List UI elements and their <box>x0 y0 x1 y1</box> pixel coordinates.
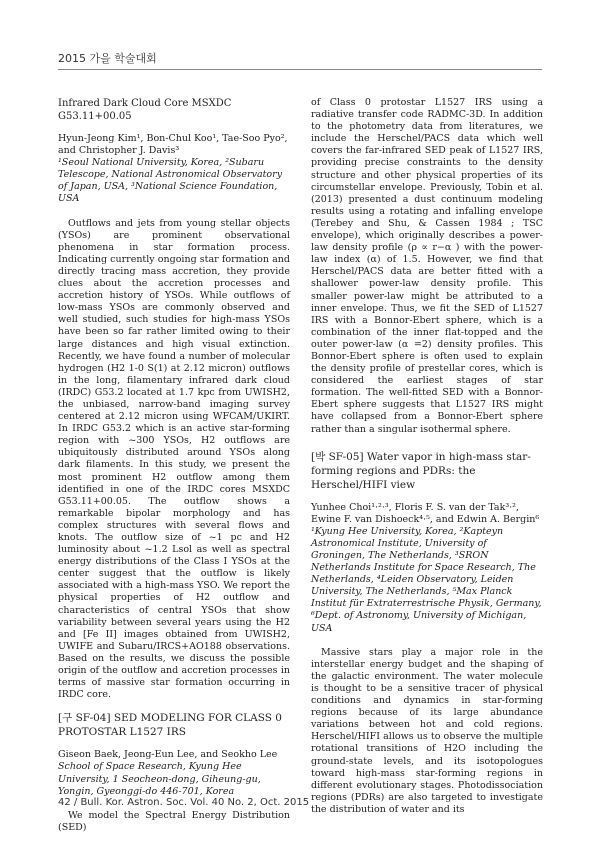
right-column <box>311 97 543 816</box>
abstract-body: Massive stars play a major role in the interstellar energy budget and the shaping of the galactic environment. The water molecule is thought to be a sensitive tracer of physical conditions and dynamics in star-forming regions because of its large abundance variations between hot and cold regions. Herschel/HIFI allows us to observe the multiple rotational transitions of H2O including the ground-state levels, and its isotopologues toward high-mass star-forming regions in different evolutionary stages. Photodissociation regions (PDRs) are also targeted to investigate the distribution of water and its <box>311 646 543 815</box>
abstract-affiliations: ¹Kyung Hee University, Korea, ²Kapteyn Astronomical Institute, University of Groningen, The Netherlands, ³SRON Netherlands Institute for Space Research, The Netherlands, ⁴Leiden Observatory, Leiden University, The Netherlands, ⁵Max Planck Institut für Extraterrestrische Physik, Germany, ⁶Dept. of Astronomy, University of Michigan, USA <box>311 525 542 634</box>
running-header <box>58 40 542 70</box>
header-text: 2015 가을 학술대회 <box>58 52 157 65</box>
abstract-authors: Hyun-Jeong Kim¹, Bon-Chul Koo¹, Tae-Soo Pyo², and Christopher J. Davis³ <box>58 133 288 157</box>
abstract-title: [박 SF-05] Water vapor in high-mass star-forming regions and PDRs: the Herschel/HIFI view <box>311 450 531 491</box>
abstract-body: Outflows and jets from young stellar objects (YSOs) are prominent observational phenomena in star formation process. Indicating currently ongoing star formation and directly tracing mass accretion, they provide clues about the accretion processes and accretion history of YSOs. While outflows of low-mass YSOs are commonly observed and well studied, such studies for high-mass YSOs have been so far rather limited owing to their large distances and high visual extinction. Recently, we have found a number of molecular hydrogen (H2 1-0 S(1) at 2.12 micron) outflows in the long, filamentary infrared dark cloud (IRDC) G53.2 located at 1.7 kpc from UWISH2, the unbiased, narrow-band imaging survey centered at 2.12 micron using WFCAM/UKIRT. In IRDC G53.2 which is an active star-forming region with ~300 YSOs, H2 outflows are ubiquitously distributed around YSOs along dark filaments. In this study, we present the most prominent H2 outflow among them identified in one of the IRDC cores MSXDC G53.11+00.05. The outflow shows a remarkable bipolar morphology and has complex structures with several flows and knots. The outflow size of ~1 pc and H2 luminosity about ~1.2 Lsol as well as spectral energy distributions of the Class I YSOs at the center suggest that the outflow is likely associated with a high-mass YSO. We report the physical properties of H2 outflow and characteristics of central YSOs that show variability between several years using the H2 and [Fe II] images obtained from UWISH2, UWIFE and Subaru/IRCS+AO188 observations. Based on the results, we discuss the possible origin of the outflow and accretion processes in terms of massive star formation occurring in IRDC core. <box>58 217 290 701</box>
page-footer: 42 / Bull. Kor. Astron. Soc. Vol. 40 No. 2, Oct. 2015 <box>58 797 310 808</box>
abstract-body: We model the Spectral Energy Distribution (SED) <box>58 809 290 833</box>
abstract-body-continued: of Class 0 protostar L1527 IRS using a radiative transfer code RADMC-3D. In addition to the photometry data from literatures, we include the Herschel/PACS data which well covers the far-infrared SED peak of L1527 IRS, providing precise constraints to the density structure and other physical properties of its circumstellar envelope. Previously, Tobin et al. (2013) presented a dust continuum modeling results using a rotating and infalling envelope (Terebey and Shu, & Cassen 1984 ; TSC envelope), which originally describes a power-law density profile (ρ ∝ r−α ) with the power-law index (α) of 1.5. However, we find that Herschel/PACS data are better fitted with a shallower power-law density profile. This smaller power-law might be attributed to a inner envelope. Thus, we fit the SED of L1527 IRS with a Bonnor-Ebert sphere, which is a combination of the inner flat-topped and the outer power-law (α =2) density profiles. This Bonnor-Ebert sphere is often used to explain the density profile of prestellar cores, which is considered the earliest stages of star formation. The well-fitted SED with a Bonnor-Ebert sphere suggests that L1527 IRS might have collapsed from a Bonnor-Ebert sphere rather than a singular isothermal sphere. <box>311 97 543 435</box>
abstract-authors: Giseon Baek, Jeong-Eun Lee, and Seokho Lee <box>58 749 278 761</box>
abstract-authors: Yunhee Choi¹·²·³, Floris F. S. van der Tak³·², Ewine F. van Dishoeck⁴·⁵, and Edwin A. Bergin⁶ <box>311 501 540 525</box>
header-rule <box>58 69 542 70</box>
abstract-title: Infrared Dark Cloud Core MSXDC G53.11+00.05 <box>58 98 232 122</box>
abstract-title: [구 SF-04] SED MODELING FOR CLASS 0 PROTOSTAR L1527 IRS <box>58 712 282 739</box>
abstract-affiliations: School of Space Research, Kyung Hee University, 1 Seocheon-dong, Giheung-gu, Yongin, Gyeonggi-do 446-701, Korea <box>58 761 261 797</box>
abstract-affiliations: ¹Seoul National University, Korea, ²Subaru Telescope, National Astronomical Observatory of Japan, USA, ³National Science Foundation, USA <box>58 157 283 205</box>
left-column <box>58 97 290 834</box>
